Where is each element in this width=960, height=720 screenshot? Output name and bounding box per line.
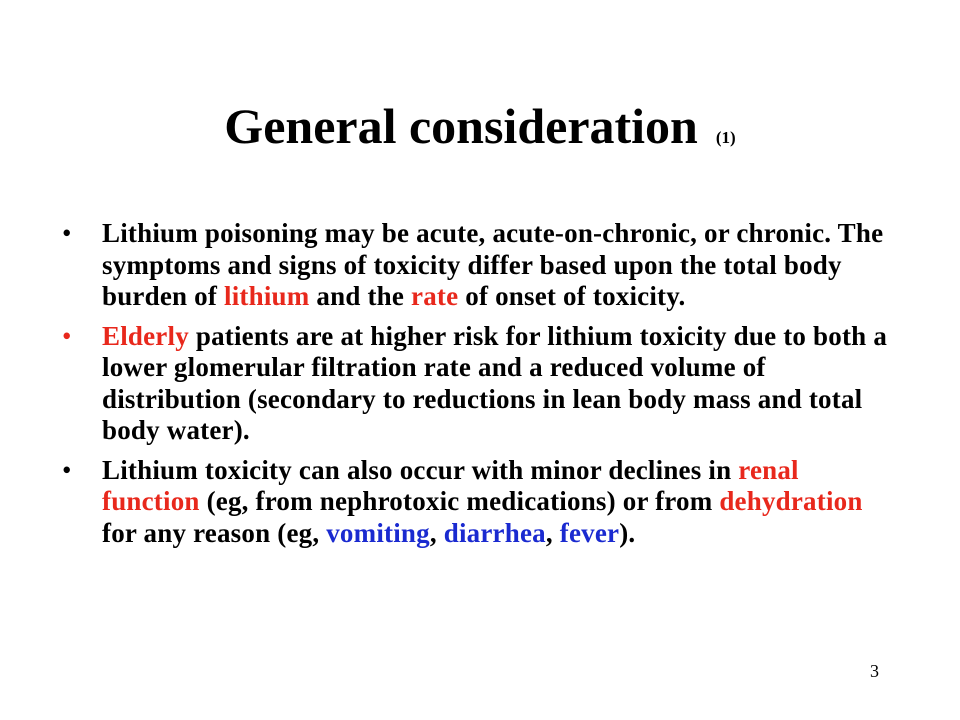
slide-title — [0, 96, 960, 168]
bullet-text — [102, 455, 863, 548]
text-segment: Lithium poisoning may be acute, acute-on-chronic, or chronic. The symptoms and signs of toxicity differ based upon the total body burden of — [102, 218, 884, 311]
highlight-diarrhea: diarrhea — [443, 517, 546, 548]
text-segment: patients are at higher risk for lithium toxicity due to both a lower glomerular filtration rate and a reduced volume of distribution (secondary to reductions in lean body mass and total body water). — [102, 320, 888, 445]
bullet-item — [62, 455, 902, 550]
highlight-dehydration: dehydration — [719, 486, 863, 516]
highlight-lithium: lithium — [224, 281, 310, 311]
text-segment: and the — [309, 281, 412, 311]
highlight-elderly: Elderly — [102, 320, 189, 351]
text-segment: for any reason (eg, — [102, 517, 327, 548]
slide-title-suffix: (1) — [715, 128, 736, 147]
text-segment: (eg, from nephrotoxic medications) or from — [199, 486, 720, 516]
text-segment: , — [545, 517, 560, 548]
bullet-item — [62, 218, 902, 313]
page-number: 3 — [870, 661, 879, 681]
bullet-list — [62, 218, 902, 557]
bullet-item — [62, 321, 902, 447]
text-segment: , — [429, 517, 444, 548]
slide-title-text: General consideration — [224, 98, 698, 154]
bullet-text — [102, 218, 883, 311]
highlight-fever: fever — [559, 517, 620, 548]
text-segment: of onset of toxicity. — [458, 281, 686, 311]
text-segment: Lithium toxicity can also occur with minor declines in — [102, 454, 739, 485]
bullet-marker: • — [62, 454, 72, 485]
bullet-text — [102, 321, 887, 446]
highlight-renal-function: renal function — [102, 454, 799, 516]
bullet-marker: • — [62, 218, 72, 248]
text-segment: ). — [619, 517, 636, 548]
bullet-marker: • — [62, 320, 72, 351]
highlight-vomiting: vomiting — [326, 517, 430, 548]
highlight-rate: rate — [411, 281, 459, 311]
